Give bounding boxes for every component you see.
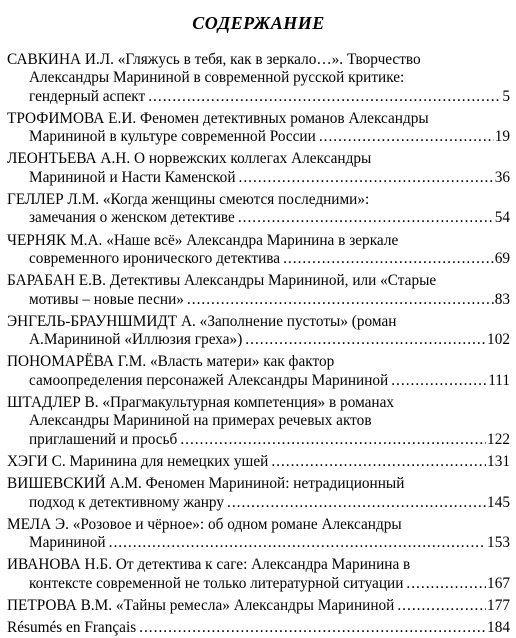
toc-entry-text: приглашений и просьб [29,430,178,448]
toc-entry-text: Александры Марининой в современной русской критике: [29,69,405,87]
toc-entry-last-line [7,209,510,227]
toc-entry-text: БАРАБАН Е.В. Детективы Александры Марининой, или «Старые [7,272,437,290]
toc-entry-text: ПОНОМАРЁВА Г.М. «Власть матери» как фактор [7,353,335,371]
page-number: 5 [502,87,510,105]
page-number: 145 [487,493,510,511]
toc-entry-last-line [7,494,510,512]
dot-leader [227,494,486,512]
toc-entry-text: ХЭГИ С. Маринина для немецких ушей [7,452,269,470]
dot-leader [271,453,486,471]
toc-entry-last-line [7,331,510,349]
dot-leader [187,291,494,309]
toc-entry-text: подход к детективному жанру [29,493,225,511]
toc-entry-text: Марининой в культуре современной России [29,128,316,146]
toc-entry-text: ГЕЛЛЕР Л.М. «Когда женщины смеются последними»: [7,191,370,209]
page-number: 54 [494,209,510,227]
toc-entry [7,51,510,106]
toc-entry-last-line [7,88,510,106]
page-title: СОДЕРЖАНИЕ [192,13,325,33]
table-of-contents [7,51,510,638]
toc-entry-text: контексте современной не только литературной ситуации [29,574,404,592]
page-number: 167 [487,574,510,592]
toc-entry-text: САВКИНА И.Л. «Гляжусь в тебя, как в зеркало…». Творчество [7,51,421,68]
toc-entry-text: ПЕТРОВА В.М. «Тайны ремесла» Александры Марининой [7,597,395,615]
toc-entry-last-line [7,453,510,471]
toc-entry-text: гендерный аспект [29,87,146,105]
toc-entry-text: ШТАДЛЕР В. «Прагмакультурная компетенция» в романах [7,394,395,412]
toc-entry-text: Александры Марининой на примерах речевых актов [29,412,372,430]
dot-leader [406,575,486,593]
page-number: 153 [487,534,510,552]
dot-leader [148,88,501,106]
dot-leader [283,250,494,268]
dot-leader [180,431,486,449]
toc-entry [7,150,510,187]
page-number: 111 [488,371,510,389]
page-number: 177 [487,597,510,615]
dot-leader [319,128,494,146]
toc-entry-last-line [7,169,510,187]
page-number: 102 [487,331,510,349]
toc-entry-text: современного иронического детектива [29,249,281,267]
toc-entry [7,516,510,553]
toc-entry-text: мотивы – новые песни» [29,290,184,308]
toc-entry-last-line [7,534,510,552]
toc-entry-text: ИВАНОВА Н.Б. От детектива к саге: Александра Маринина в [7,556,411,574]
toc-entry-last-line [7,372,510,390]
dot-leader [238,209,494,227]
toc-entry [7,110,510,147]
toc-entry-text: ЛЕОНТЬЕВА А.Н. О норвежских коллегах Александры [7,150,372,168]
page-number: 131 [487,452,510,470]
toc-entry [7,619,510,637]
page-number: 36 [494,168,510,186]
toc-entry-text: самоопределения персонажей Александры Марининой [29,371,389,389]
toc-entry [7,313,510,350]
dot-leader [109,534,486,552]
toc-entry-text: ЭНГЕЛЬ-БРАУНШМИДТ А. «Заполнение пустоты» (роман [7,312,397,330]
toc-entry [7,453,510,471]
toc-entry-text: ВИШЕВСКИЙ А.М. Феномен Марининой: нетрадиционный [7,475,405,493]
toc-entry [7,272,510,309]
toc-entry-text: ТРОФИМОВА Е.И. Феномен детективных романов Александры [7,109,429,127]
toc-entry [7,556,510,593]
toc-entry [7,191,510,228]
page-number: 69 [494,249,510,267]
toc-entry [7,232,510,269]
toc-entry-text: А.Марининой «Иллюзия греха») [29,331,243,349]
toc-entry [7,353,510,390]
toc-entry-text: Марининой и Насти Каменской [29,168,236,186]
dot-leader [239,169,494,187]
dot-leader [139,619,486,637]
dot-leader [391,372,487,390]
page-number: 184 [487,619,510,637]
dot-leader [245,331,486,349]
toc-entry [7,475,510,512]
toc-entry-last-line [7,431,510,449]
toc-entry-last-line [7,291,510,309]
toc-entry-text: Марининой [29,534,106,552]
page-number: 122 [487,430,510,448]
toc-entry-text: ЧЕРНЯК М.А. «Наше всё» Александра Маринина в зеркале [7,231,399,249]
toc-entry-last-line [7,128,510,146]
toc-entry-text: МЕЛА Э. «Розовое и чёрное»: об одном романе Александры [7,515,402,533]
toc-entry [7,394,510,449]
page-number: 83 [494,290,510,308]
toc-entry-text: Résumés en Français [7,619,137,637]
toc-entry-last-line [7,575,510,593]
toc-entry-last-line [7,619,510,637]
toc-entry-text: замечания о женском детективе [29,209,235,227]
page-number: 19 [494,128,510,146]
toc-entry-last-line [7,250,510,268]
